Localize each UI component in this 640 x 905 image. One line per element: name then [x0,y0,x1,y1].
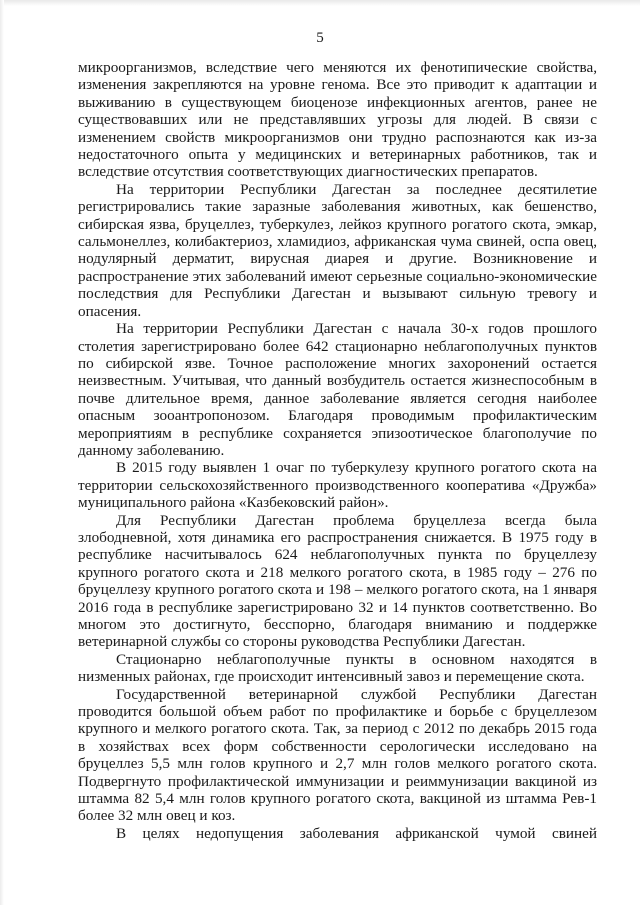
scan-edge-left [0,0,4,905]
paragraph-lowland-districts: Стационарно неблагополучные пункты в основном находятся в низменных районах, где происходит интенсивный завоз и перемещение скота. [78,650,597,686]
paragraph-diseases-list: На территории Республики Дагестан за последнее десятилетие регистрировались такие заразные заболевания животных, как бешенство, сибирская язва, бруцеллез, туберкулез, лейкоз крупного рогатого скота, эмкар, сальмонеллез, колибактериоз, хламидиоз, африканская чума свиней, оспа овец, нодулярный дерматит, вирусная диарея и другие. Возникновение и распространение этих заболеваний имеют серьезные социально-экономические последствия для Республики Дагестан и вызывают сильную тревогу и опасения. [78,180,597,320]
paragraph-microorganisms: микроорганизмов, вследствие чего меняются их фенотипические свойства, изменения закрепляются на уровне генома. Все это приводит к адаптации и выживанию в существующем биоценозе инфекционных агентов, ранее не существовавших или не представлявших угрозы для людей. В связи с изменением свойств микроорганизмов они трудно распознаются как из-за недостаточного опыта у медицинских и ветеринарных работников, так и вследствие отсутствия соответствующих диагностических препаратов. [78,59,597,181]
paragraph-brucellosis-history: Для Республики Дагестан проблема бруцеллеза всегда была злободневной, хотя динамика его распространения снижается. В 1975 году в республике насчитывалось 624 неблагополучных пункта по бруцеллезу крупного рогатого скота и 218 мелкого рогатого скота, в 1985 году – 276 по бруцеллезу крупного рогатого скота и 198 – мелкого рогатого скота, на 1 января 2016 года в республике зарегистрировано 32 и 14 пунктов соответственно. Во многом это достигнуто, бесспорно, благодаря вниманию и поддержке ветеринарной службы со стороны руководства Республики Дагестан. [78,511,597,651]
document-body [78,59,597,842]
paragraph-tuberculosis: В 2015 году выявлен 1 очаг по туберкулезу крупного рогатого скота на территории сельскохозяйственного производственного кооператива «Дружба» муниципального района «Казбековский район». [78,459,597,512]
paragraph-african-swine-fever: В целях недопущения заболевания африканской чумой свиней [116,824,597,842]
paragraph-anthrax: На территории Республики Дагестан с начала 30-х годов прошлого столетия зарегистрировано более 642 стационарно неблагополучных пунктов по сибирской язве. Точное расположение многих захоронений остается неизвестным. Учитывая, что данный возбудитель остается жизнеспособным в почве длительное время, данное заболевание является сегодня наиболее опасным зооантропонозом. Благодаря проводимым профилактическим мероприятиям в республике сохраняется эпизоотическое благополучие по данному заболеванию. [78,320,597,459]
paragraph-veterinary-service: Государственной ветеринарной службой Республики Дагестан проводится большой объем работ по профилактике и борьбе с бруцеллезом крупного и мелкого рогатого скота. Так, за период с 2012 по декабрь 2015 года в хозяйствах всех форм собственности серологически исследовано на бруцеллез 5,5 млн голов крупного и 2,7 млн голов мелкого рогатого скота. Подвергнуто профилактической иммунизации и реиммунизации вакциной из штамма 82 5,4 млн голов крупного рогатого скота, вакциной из штамма Рев-1 более 32 млн овец и коз. [78,685,597,825]
page-number: 5 [316,30,324,46]
scan-edge-top [0,0,640,6]
